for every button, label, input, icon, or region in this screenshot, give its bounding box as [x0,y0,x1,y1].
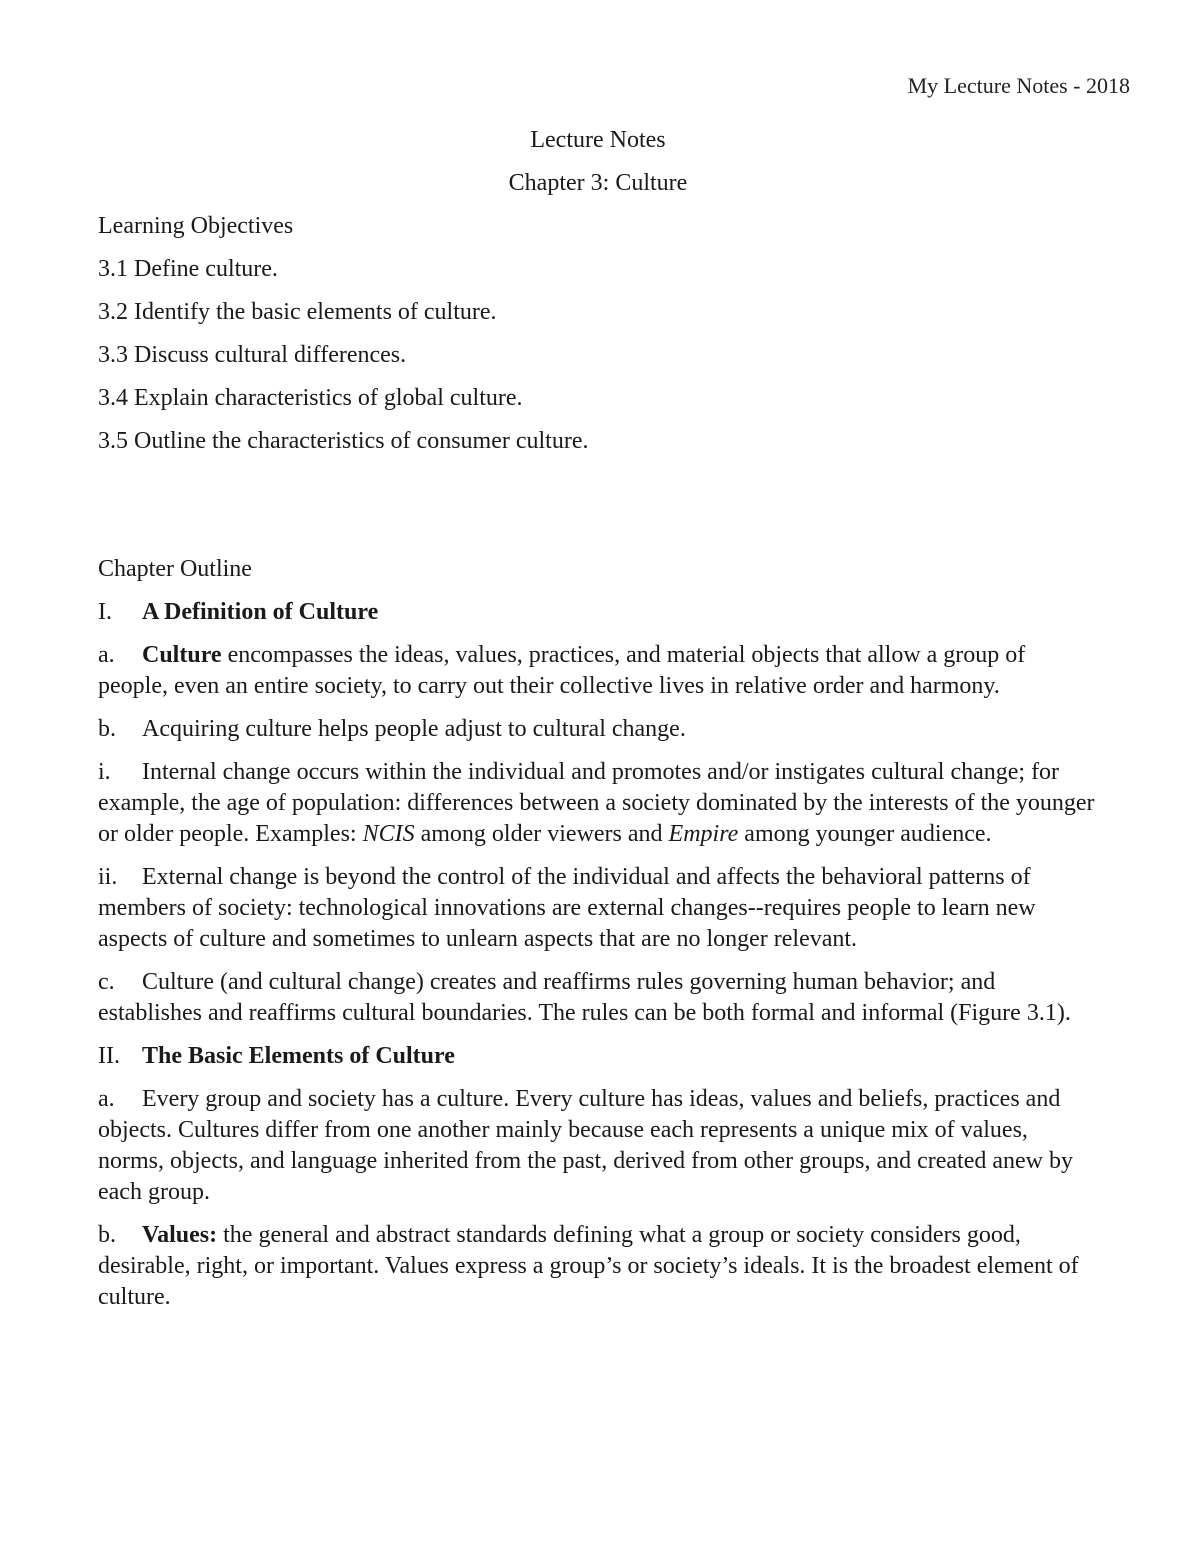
term: Values: [142,1222,218,1248]
item-text: among younger audience. [738,821,992,847]
objectives-heading: Learning Objectives [98,213,294,239]
document-title: Lecture Notes [530,127,666,153]
item-text: encompasses the ideas, values, practices, and material objects that allow a group of people, even an entire society, to carry out their collective lives in relative order and harmony. [98,642,1026,699]
section-marker: II. [98,1043,120,1069]
outline-subitem [98,862,1098,955]
chapter-title: Chapter 3: Culture [508,170,688,196]
item-marker: i. [98,759,111,785]
running-header: My Lecture Notes - 2018 [907,73,1130,98]
objective-item: 3.4 Explain characteristics of global culture. [98,385,523,411]
section-heading [98,597,1098,628]
outline-item [98,967,1098,1029]
term: Culture [142,642,222,668]
item-text: Internal change occurs within the individual and promotes and/or instigates cultural change; for example, the age of population: differences between a society dominated by the interests of the younger or older people. Examples: [98,759,1095,847]
objective-item: 3.2 Identify the basic elements of culture. [98,299,497,325]
objective-item: 3.5 Outline the characteristics of consumer culture. [98,428,589,454]
outline-item [98,1220,1098,1313]
item-text: Culture (and cultural change) creates and reaffirms rules governing human behavior; and establishes and reaffirms cultural boundaries. The rules can be both formal and informal (Figure 3.1). [98,969,1071,1026]
outline-item [98,714,1098,745]
show-title: Empire [668,821,739,847]
item-text: the general and abstract standards defining what a group or society considers good, desirable, right, or important. Values express a group’s or society’s ideals. It is the broadest element of culture. [98,1222,1079,1310]
item-marker: ii. [98,864,118,890]
objective-item: 3.1 Define culture. [98,256,278,282]
item-marker: a. [98,1086,115,1112]
item-text: Every group and society has a culture. Every culture has ideas, values and beliefs, practices and objects. Cultures differ from one another mainly because each represents a unique mix of values, norms, objects, and language inherited from the past, derived from other groups, and created anew by each group. [98,1086,1074,1205]
section-title: A Definition of Culture [142,599,379,625]
section-heading [98,1041,1098,1072]
item-text: among older viewers and [414,821,669,847]
item-text: Acquiring culture helps people adjust to cultural change. [142,716,686,742]
item-marker: a. [98,642,115,668]
outline-heading: Chapter Outline [98,556,252,582]
objective-item: 3.3 Discuss cultural differences. [98,342,407,368]
section-marker: I. [98,599,112,625]
outline-subitem [98,757,1098,850]
section-title: The Basic Elements of Culture [142,1043,455,1069]
show-title: NCIS [362,821,415,847]
item-text: External change is beyond the control of the individual and affects the behavioral patterns of members of society: technological innovations are external changes--requires people to learn new aspects of culture and sometimes to unlearn aspects that are no longer relevant. [98,864,1036,952]
item-marker: c. [98,969,115,995]
section-spacer [98,469,1098,554]
outline-item [98,1084,1098,1208]
item-marker: b. [98,716,116,742]
item-marker: b. [98,1222,116,1248]
document-body [98,125,1098,1325]
outline-item [98,640,1098,702]
